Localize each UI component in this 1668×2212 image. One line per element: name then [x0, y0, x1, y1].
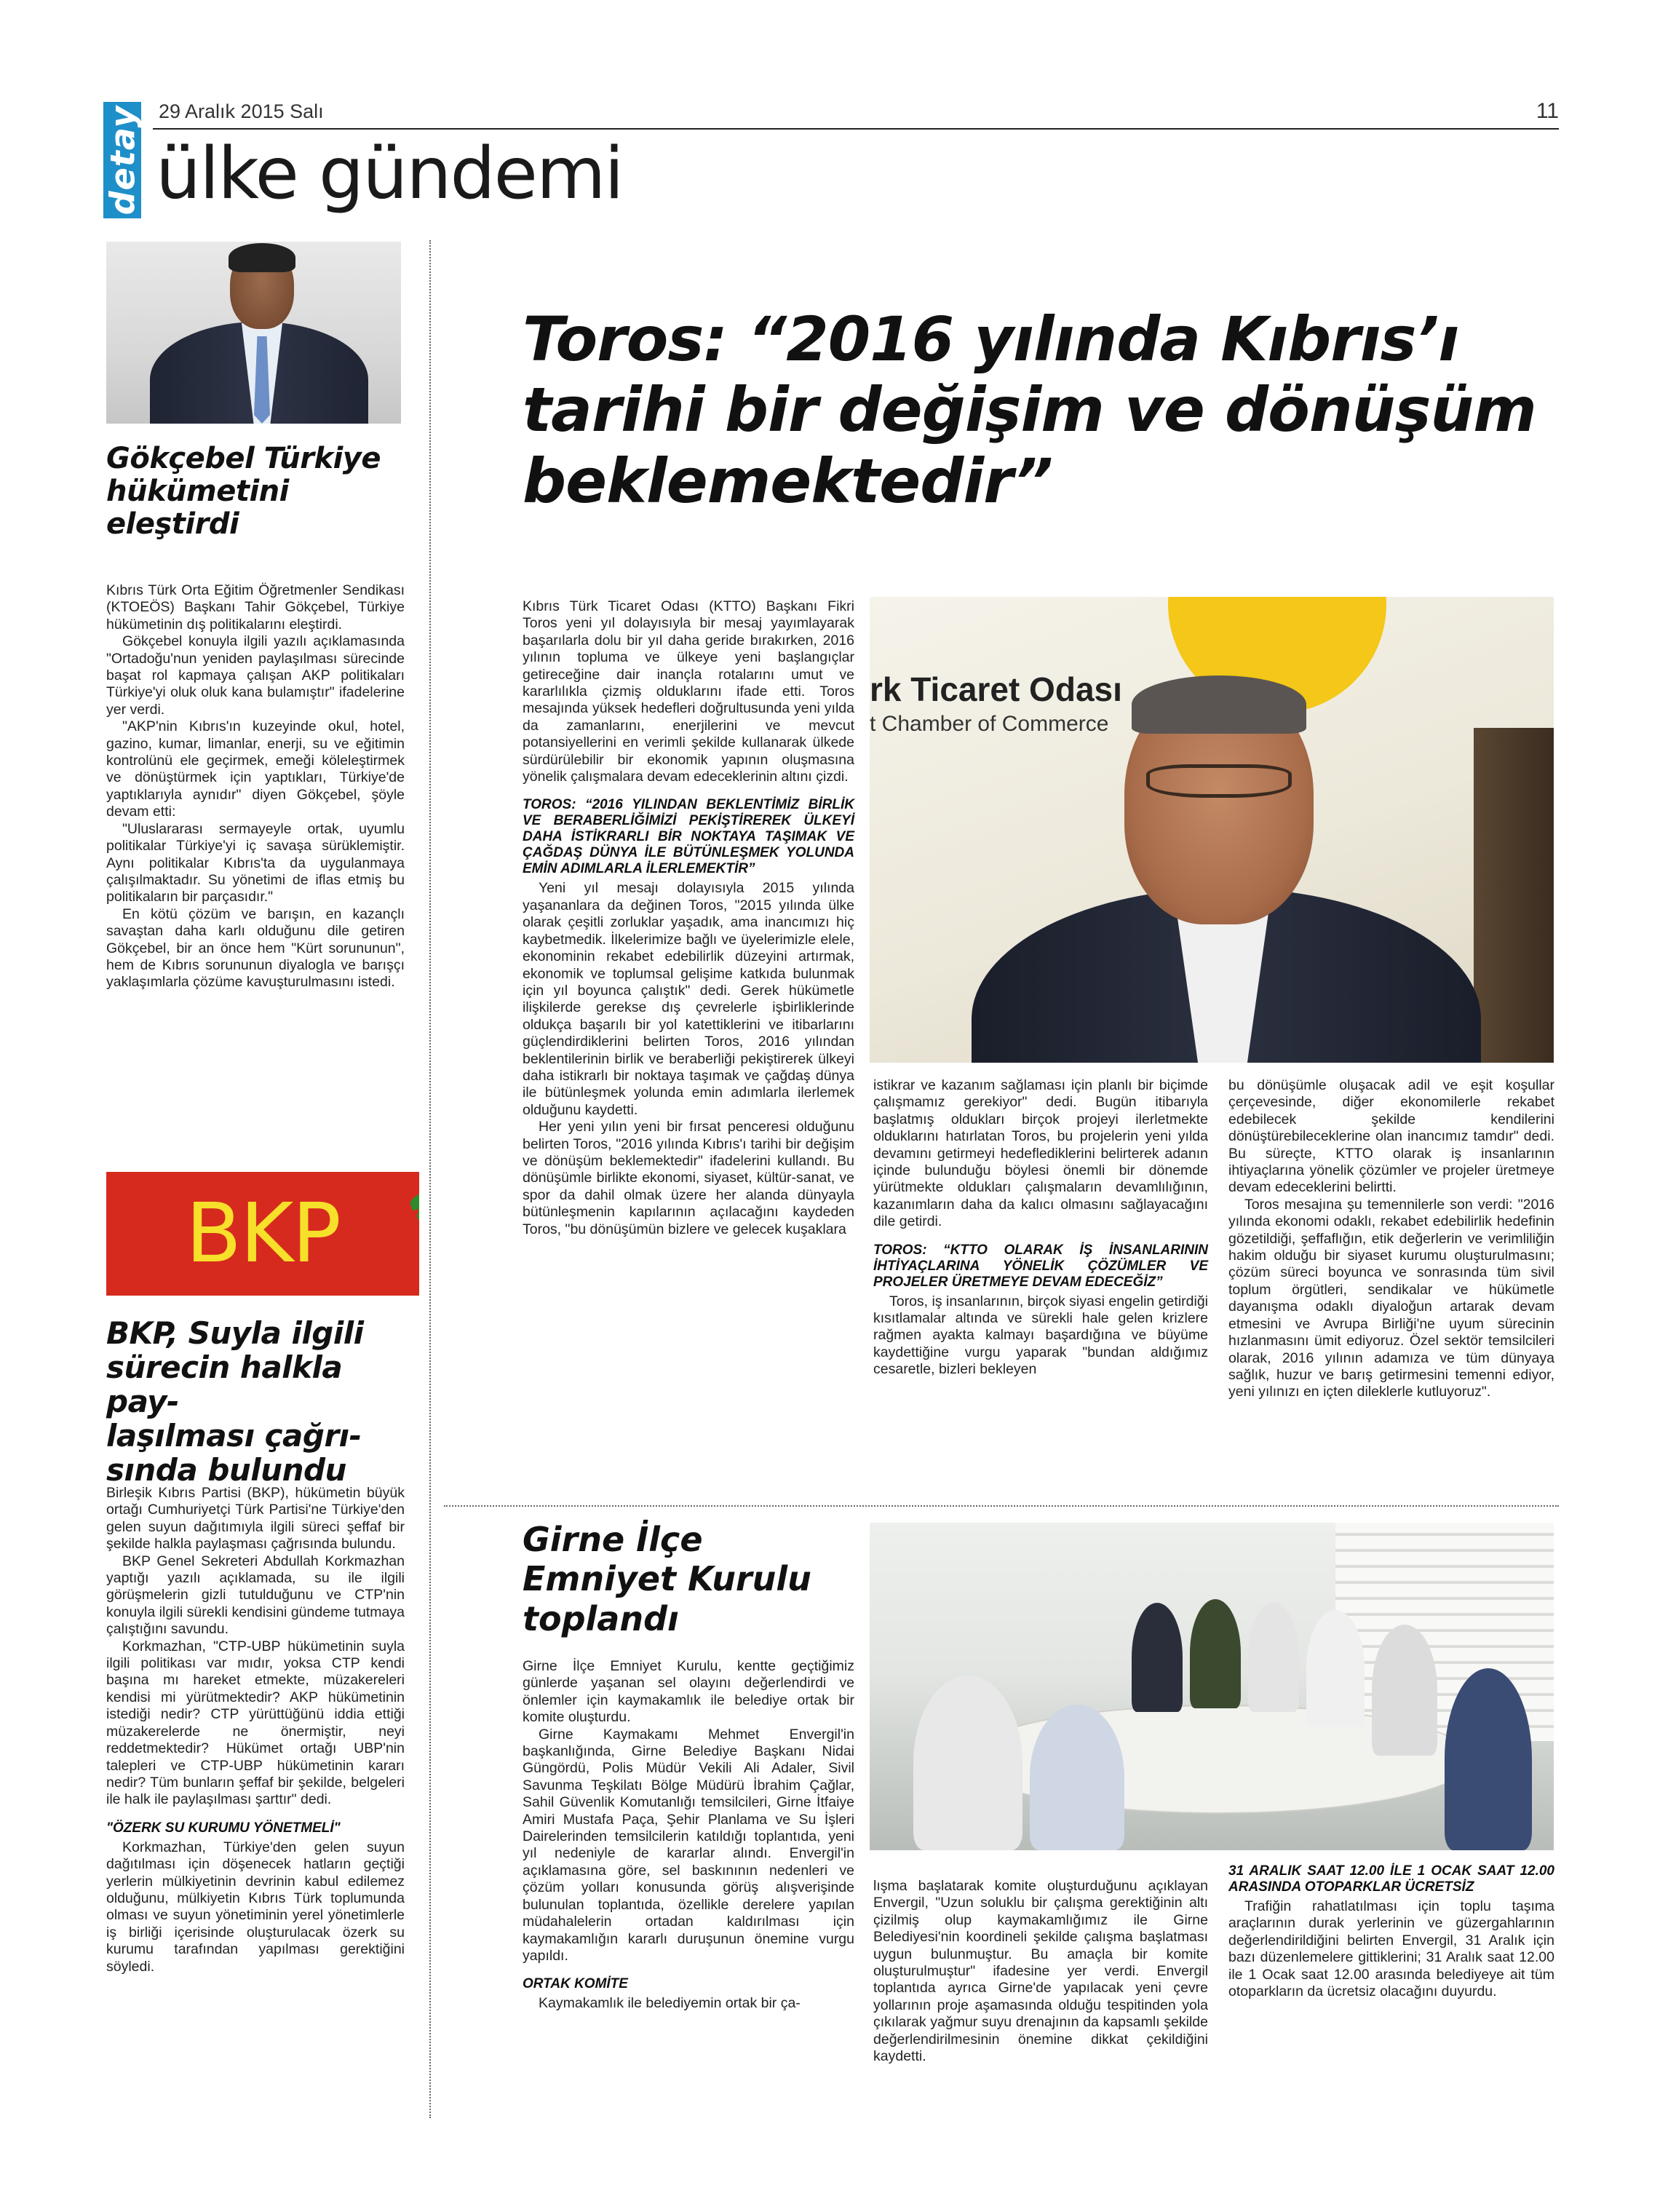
toros-column-1 [523, 598, 854, 1238]
issue-date: 29 Aralık 2015 Salı [159, 100, 324, 122]
article-paragraph: Gökçebel konuyla ilgili yazılı açıklamasında "Ortadoğu'nun yeniden paylaşılması sürecinde başat rol kapmaya çalışan AKP politikaları Türkiye'yi oluk oluk kana bulamıştır" ifadelerine yer verdi. [106, 633, 405, 718]
article-paragraph: Trafiğin rahatlatılması için toplu taşıma araçlarının durak yerlerinin ve güzergahlarının değerlendirildiğini belirten Envergil, 31 Aralık için bazı düzenlemelere gittiklerini; 31 Aralık saat 12.00 ile 1 Ocak saat 12.00 arasında belediyeye ait tüm otoparkların da ücretsiz olacağını duyurdu. [1228, 1898, 1554, 2000]
article-paragraph: Kıbrıs Türk Orta Eğitim Öğretmenler Sendikası (KTOEÖS) Başkanı Tahir Gökçebel, Türkiye hükümetinin dış politikalarını eleştirdi. [106, 582, 405, 633]
article-divider [444, 1505, 1559, 1507]
girne-headline [523, 1520, 857, 1638]
article-paragraph: istikrar ve kazanım sağlaması için planlı bir biçimde çalışmamız gerekiyor" dedi. Bugün itibarıyla başlatmış oldukları birçok projeyi ilerletmekte olduklarını hatırlatan Toros, bu projelerin yeni yılda devamını getirmeyi hedeflediklerini belirterek adanın içinde bulunduğu böylesi önemli bir dönemde yürütmekte oldukları çalışmaların devamlılığının, kazanımların daha da kalıcı olmasını sağlayacağını dile getirdi. [873, 1077, 1208, 1230]
bkp-headline-line: sında bulundu [106, 1452, 346, 1488]
girne-subheading-1: ORTAK KOMİTE [523, 1976, 628, 1992]
gokcebel-headline-line: eleştirdi [106, 507, 239, 541]
gokcebel-photo [106, 242, 401, 424]
article-paragraph: "Uluslararası sermayeyle ortak, uyumlu politikalar Türkiye'yi iç savaşa sürüklemiştir. Aynı politikalar Kıbrıs'ta da uygulanmaya çalışılmaktadır. Su yönetimi de iflas etmiş bu politikaların bir parçasıdır." [106, 820, 405, 905]
article-paragraph: Her yeni yılın yeni bir fırsat penceresi olduğunu belirten Toros, "2016 yılında Kıbrıs'ı tarihi bir değişim ve dönüşüm beklemektedir" ifadelerini kullandı. Bu dönüşümle birlikte ekonomi, siyaset, kültür-sanat, ve spor da dahil olmak üzere her alanda dünyayla bütünleşmenin kapılarının açılacağını kaydeden Toros, "bu dönüşümün bizlere ve gelecek kuşaklara [523, 1119, 854, 1237]
girne-headline-line: Emniyet Kurulu [523, 1559, 811, 1599]
article-paragraph: Yeni yıl mesajı dolayısıyla 2015 yılında yaşananlara da değinen Toros, "2015 yılında ülke olarak çeşitli zorluklar yaşadık, ama inancımızı hiç kaybetmedik. İlkelerimize bağlı ve üyelerimizle elele, ekonominin rekabet edebilirlik düzeyini artırmak, ekonomik ve toplumsal gelişime katkıda bulunmak için yıl boyunca çalıştık" dedi. Gerek hükümetle ilişkilerde gerekse dış çevrelerle işbirliklerinde oldukça başarılı bir yol katettiklerini ve itibarlarını güçlendirdiklerini belirten Toros, 2016 yılından beklentilerinin birlik ve beraberliği pekiştirerek ülkeyi daha istikrarlı bir noktaya taşımak ve çağdaş dünya ile bütünleşmek yolunda emin adımlarla ilerlemek olduğunu kaydetti. [523, 880, 854, 1118]
girne-column-3 [1228, 1863, 1554, 2000]
page-number: 11 [1536, 99, 1559, 123]
toros-photo [870, 597, 1554, 1063]
bkp-headline-line: BKP, Suyla ilgili [106, 1315, 364, 1351]
girne-headline-line: toplandı [523, 1598, 679, 1638]
article-paragraph: Toros mesajına şu temennilerle son verdi: "2016 yılında ekonomi odaklı, rekabet edebilirlik hedefinin gözetildiği, şeffaflığın, etik değerlerin ve verimliliğin hakim olduğu bir siyaset kurumu oluşturulmasını; çözüm süreci boyunca ve sonrasında tüm sivil toplum örgütleri, sendikalar ve hükümetle dayanışma odaklı diyaloğun artarak devam etmesini ve Avrupa Birliği'ne uyum sürecinin hızlanmasını ümit ediyoruz. Özel sektör temsilcileri olarak, 2016 yılının adamıza ve tüm dünyaya sağlık, huzur ve barış getirmesini temenni ediyor, yeni yılınızı en içten dileklerle kutluyoruz". [1228, 1196, 1554, 1400]
gokcebel-headline-line: hükümetini [106, 474, 289, 508]
article-paragraph: lışma başlatarak komite oluşturduğunu açıklayan Envergil, "Uzun soluklu bir çalışma gerektiğinin altı çizilmiş olup kaymakamlığımız ile Girne Belediyesi'nin koordineli şekilde çalışma başlatması uygun bulunmuştur. Bu amaçla bir komite oluşturulmuştur" ifadesine yer verdi. Envergil toplantıda ayrıca Girne'de yapılacak yeni çevre yollarının proje aşamasında olduğu tespitinden yola çıkılarak yağmur suyu drenajının da kapsamlı şekilde değerlendirilmesinin önemine dikkat çekildiğini kaydetti. [873, 1878, 1208, 2065]
toros-subheading-2: TOROS: “KTTO OLARAK İŞ İNSANLARININ İHTİYAÇLARINA YÖNELİK ÇÖZÜMLER VE PROJELER ÜRETMEYE DEVAM EDECEĞİZ” [873, 1242, 1208, 1290]
article-paragraph: En kötü çözüm ve barışın, en kazançlı savaştan daha karlı olduğunu dile getiren Gökçebel, bir an önce hem "Kürt sorununun", hem de Kıbrıs sorununun diyalogla ve barışçı yaklaşımlarla çözüme kavuşturulmasını istedi. [106, 905, 405, 991]
photo-sign-text: rk Ticaret Odası [870, 670, 1122, 708]
girne-subheading-2: 31 ARALIK SAAT 12.00 İLE 1 OCAK SAAT 12.00 ARASINDA OTOPARKLAR ÜCRETSİZ [1228, 1863, 1554, 1895]
toros-column-2 [873, 1077, 1208, 1379]
article-paragraph: "AKP'nin Kıbrıs'ın kuzeyinde okul, hotel, gazino, kumar, limanlar, enerji, su ve eğitimin kontrolünü ele geçirmek, emeği köleleştirmek ve dönüştürmek için yaptıkları, Türkiye'de yaptıklarıyla aynıdır" diyen Gökçebel, şöyle devam etti: [106, 718, 405, 820]
bkp-headline-line: laşılması çağrı- [106, 1418, 362, 1454]
bkp-party-logo [106, 1172, 419, 1296]
toros-headline-line: Toros: “2016 yılında Kıbrıs’ı [523, 304, 1459, 375]
photo-sign-subtext: t Chamber of Commerce [870, 712, 1109, 736]
toros-headline [523, 304, 1570, 517]
header-divider [153, 128, 1559, 130]
toros-subheading-1: TOROS: “2016 YILINDAN BEKLENTİMİZ BİRLİK VE BERABERLİĞİMİZİ PEKİŞTİREREK ÜLKEYİ DAHA İSTİKRARLI BİR NOKTAYA TAŞIMAK VE ÇAĞDAŞ DÜNYA İLE BÜTÜNLEŞMEK YOLUNDA EMİN ADIMLARLA İLERLEMEKTİR” [523, 797, 854, 877]
article-paragraph: Girne Kaymakamı Mehmet Envergil'in başkanlığında, Girne Belediye Başkanı Nidai Güngördü, Polis Müdür Vekili Ali Adaler, Sivil Savunma Teşkilatı Bölge Müdürü İbrahim Çağlar, Sahil Güvenlik Komutanlığı temsilcileri, Girne İtfaiye Amiri Mustafa Paça, Şehir Planlama ve Su İşleri Dairelerinden temsilcilerin katıldığı toplantıda, yeni yıl nedeniyle de kararlar alındı. Envergil'in açıklamasına göre, sel baskınının nedenleri ve çözüm yolları konusunda görüş alışverişinde bulunulan toplantıda, özellikle derelere yapılan müdahalelerin ortadan kaldırılması için kaymakamlığın kararlı duruşunun önemine vurgu yapıldı. [523, 1726, 854, 1964]
article-paragraph: Toros, iş insanlarının, birçok siyasi engelin getirdiği kısıtlamalar altında ve sürekli hale gelen krizlere rağmen ayakta kalmayı başardığına ve büyüme kaydettiğine vurgu yaparak "bundan aldığımız cesaretle, bizleri bekleyen [873, 1293, 1208, 1378]
article-paragraph: Kaymakamlık ile belediyemin ortak bir ça- [539, 1995, 801, 2012]
toros-headline-line: beklemektedir” [523, 445, 1053, 517]
gokcebel-headline [106, 443, 419, 540]
brand-logo-text: detay [103, 105, 143, 215]
bkp-article-body [106, 1485, 405, 1975]
column-divider [429, 240, 431, 2118]
bkp-logo-text: BKP [186, 1186, 340, 1281]
bkp-subheading: "ÖZERK SU KURUMU YÖNETMELİ" [106, 1820, 341, 1836]
article-paragraph: Birleşik Kıbrıs Partisi (BKP), hükümetin büyük ortağı Cumhuriyetçi Türk Partisi'ne Türkiye'den gelen suyun dağıtımıyla ilgili süreci şeffaf bir şekilde halkla paylaşması çağrısında bulundu. [106, 1485, 405, 1553]
girne-meeting-photo [870, 1523, 1554, 1850]
article-paragraph: Kıbrıs Türk Ticaret Odası (KTTO) Başkanı Fikri Toros yeni yıl dolayısıyla bir mesaj yayımlayarak başarılarla dolu bir yıl daha geride bırakırken, 2016 yılının topluma ve ülkeye yeni başlangıçlar getireceğine dair inançla rotalarını umut ve kararlılıkla çizmiş olduklarını ifade etti. Toros mesajında yüksek hedefleri doğrultusunda yeni yılda da zamanlarını, enerjilerini ve mevcut potansiyellerini en verimli şekilde kullanarak ülkede sürdürülebilir bir ekonomik yapının oluşmasına yönelik çalışmalara devam edeceklerinin altını çizdi. [523, 598, 854, 785]
section-title: ülke gündemi [156, 132, 623, 215]
article-paragraph: Korkmazhan, Türkiye'den gelen suyun dağıtılması için döşenecek hatların geçtiği yerlerin mülkiyetinin devrinin kabul edilemez olduğunu, mülkiyetin Kıbrıs Türk toplumunda olması ve suyun yönetiminin yerel yönetimlerle iş birliği içerisinde oluşturulacak özerk su kurumu tarafından yapılması gerektiğini söyledi. [106, 1839, 405, 1975]
brand-logo [103, 102, 141, 218]
girne-column-1 [523, 1658, 854, 2013]
girne-column-2 [873, 1878, 1208, 2065]
bkp-headline [106, 1316, 419, 1487]
article-paragraph: bu dönüşümle oluşacak adil ve eşit koşullar çerçevesinde, diğer ekonomilerle rekabet edebilecek şekilde kendilerini dönüştürebileceklerine olan inancımız tamdır" dedi. Bu süreçte, KTTO olarak iş insanlarının ihtiyaçlarına yönelik çözümler ve projeler üretmeye devam edeceklerini belirtti. [1228, 1077, 1554, 1196]
girne-headline-line: Girne İlçe [523, 1520, 703, 1559]
toros-column-3 [1228, 1077, 1554, 1401]
article-paragraph: Girne İlçe Emniyet Kurulu, kentte geçtiğimiz günlerde yaşanan sel olayını değerlendirdi ve önlemler için kaymakamlık ile belediye ortak bir komite oluşturdu. [523, 1658, 854, 1726]
gokcebel-article-body [106, 582, 405, 991]
bkp-headline-line: sürecin halkla pay- [106, 1349, 343, 1420]
article-paragraph: BKP Genel Sekreteri Abdullah Korkmazhan yaptığı yazılı açıklamada, su ile ilgili görüşmelerin gizli tutulduğunu ve CTP'nin konuyla ilgili sürekli kendisini gündeme tutmaya çalıştığını savundu. [106, 1553, 405, 1638]
article-paragraph: Korkmazhan, "CTP-UBP hükümetinin suyla ilgili politikası var mıdır, yoksa CTP kendi başına mı hareket etmekte, müzakereleri kendisi mi yürütmektedir? AKP hükümetinin istediği nedir? CTP yürüttüğünü iddia ettiği müzakerelerde ne önermiştir, neyi reddetmektedir? Hükümet ortağı UBP'nin talepleri ve CTP-UBP hükümetinin kararı nedir? Tüm bunların şeffaf bir şekilde, belgeleri ile halk ile paylaşılması şarttır" dedi. [106, 1638, 405, 1808]
toros-headline-line: tarihi bir değişim ve dönüşüm [523, 374, 1536, 446]
gokcebel-headline-line: Gökçebel Türkiye [106, 442, 381, 475]
